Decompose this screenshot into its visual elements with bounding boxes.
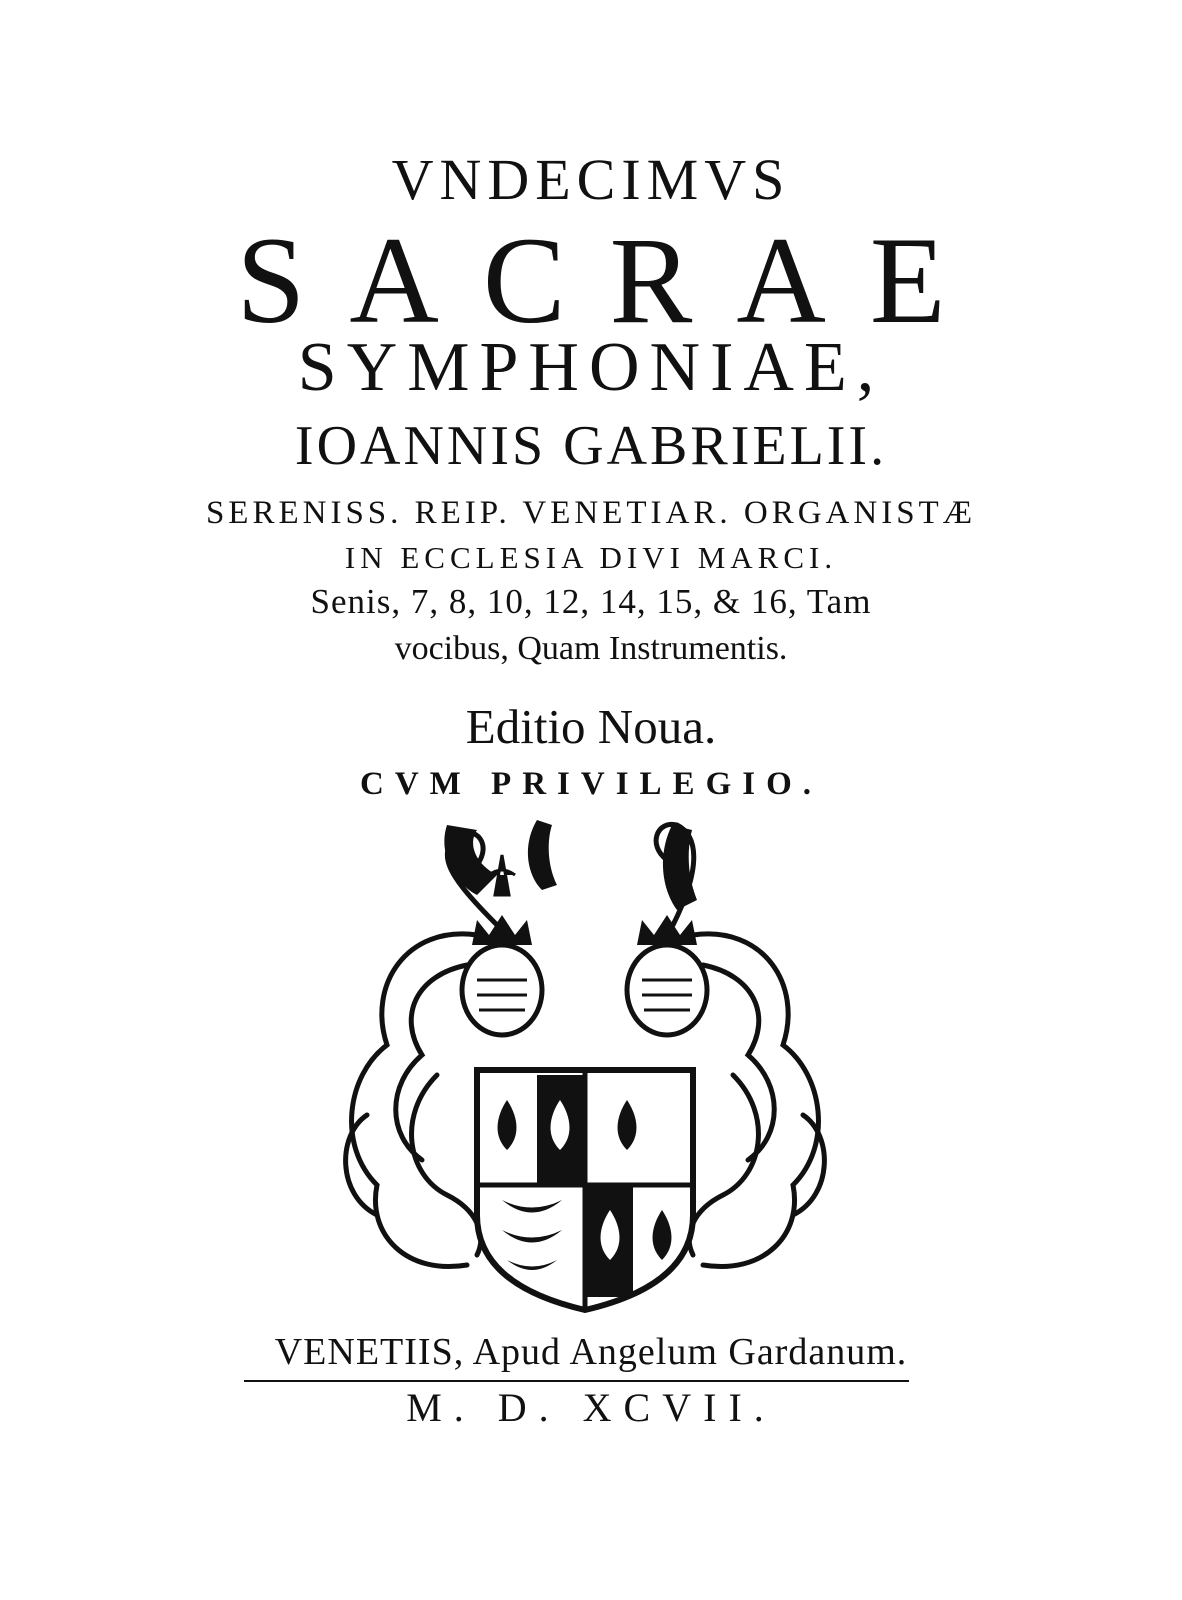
title-line-3: SYMPHONIAE, [297, 329, 885, 406]
imprint-line: VENETIIS, Apud Angelum Gardanum. [274, 1331, 908, 1373]
edition-line: Editio Noua. [465, 699, 717, 754]
instruments-line: vocibus, Quam Instrumentis. [394, 630, 788, 667]
imprint-rule [244, 1380, 909, 1382]
composer-name: IOANNIS GABRIELII. [294, 415, 888, 477]
privilege-line: CVM PRIVILEGIO. [359, 766, 823, 802]
church-line: IN ECCLESIA DIVI MARCI. [344, 540, 838, 575]
title-line-1: VNDECIMVS [391, 147, 791, 212]
title-line-2: SACRAE [236, 212, 990, 349]
coat-of-arms-icon [327, 815, 843, 1320]
composer-office: SERENISS. REIP. VENETIAR. ORGANISTÆ [205, 495, 977, 531]
year-line: M. D. XCVII. [406, 1385, 776, 1430]
voices-line: Senis, 7, 8, 10, 12, 14, 15, & 16, Tam [310, 582, 872, 621]
